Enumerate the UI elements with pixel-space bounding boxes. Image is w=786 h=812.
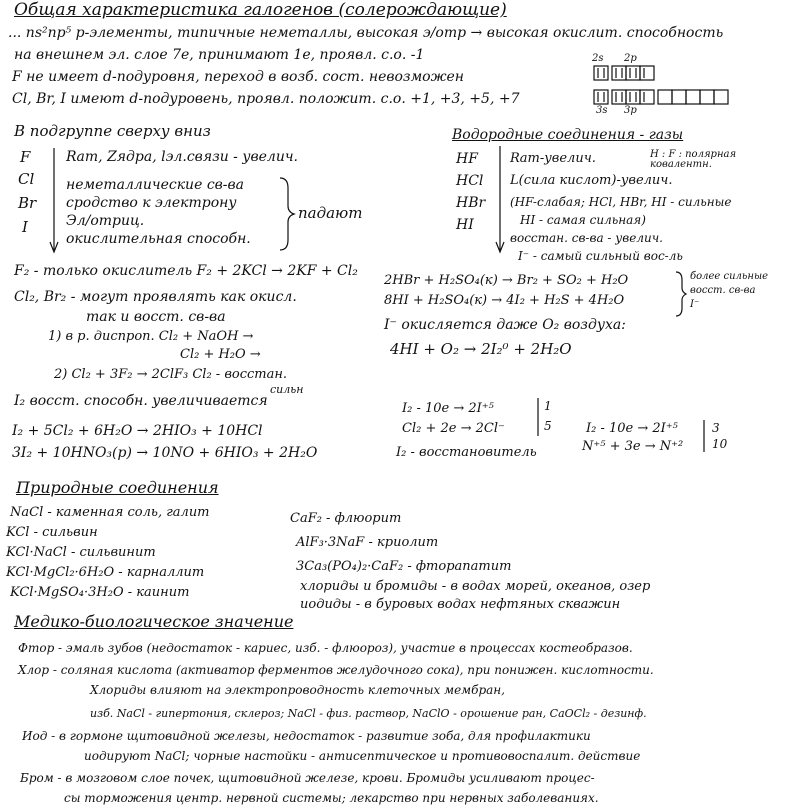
hydrogen-line-4: HI - самая сильная) (520, 213, 646, 227)
natural-right-3: 3Ca₃(PO₄)₂·CaF₂ - фторапатит (296, 559, 512, 574)
natural-left-1: NaCl - каменная соль, галит (10, 505, 210, 520)
balance-right-1: I₂ - 10e → 2I⁺⁵ (586, 421, 678, 436)
hydrogen-line-6: I⁻ - самый сильный вос-ль (518, 249, 683, 263)
hydrogen-formula-hi: HI (456, 217, 474, 233)
subgroup-heading: В подгруппе сверху вниз (14, 122, 211, 140)
medical-line-1: Фтор - эмаль зубов (недостаток - кариес, изб. - флюороз), участие в процессах костеобразов. (18, 641, 633, 655)
orbital-label-3p: 3p (624, 105, 637, 116)
general-line-2: на внешнем эл. слое 7е, принимают 1е, проявл. с.о. -1 (14, 47, 425, 63)
page-title: Общая характеристика галогенов (солерождающие) (14, 0, 507, 20)
reaction-left-8: I₂ восст. способн. увеличивается (14, 393, 268, 409)
medical-line-2: Хлор - соляная кислота (активатор ферментов желудочного сока), при понижен. кислотности. (18, 663, 654, 677)
natural-right-2: AlF₃·3NaF - криолит (296, 535, 439, 550)
natural-heading: Природные соединения (16, 478, 219, 497)
decrease-prop-3: Эл/отриц. (66, 213, 145, 229)
element-br: Br (18, 194, 37, 212)
reaction-left-5: Cl₂ + H₂O → (180, 347, 261, 362)
balance-left-coef-2: 5 (544, 419, 552, 433)
reaction-left-7: сильн (270, 383, 304, 396)
natural-left-4: KCl·MgCl₂·6H₂O - карналлит (6, 565, 205, 580)
element-f: F (20, 148, 31, 166)
balance-right-2: N⁺⁵ + 3e → N⁺² (582, 439, 684, 454)
medical-line-3: Хлориды влияют на электропроводность клеточных мембран, (90, 683, 505, 697)
medical-line-7: Бром - в мозговом слое почек, щитовидной железе, крови. Бромиды усиливают процес- (20, 771, 595, 785)
natural-right-1: CaF₂ - флюорит (290, 511, 402, 526)
hydrogen-formula-hcl: HCl (456, 173, 484, 189)
reaction-right-4: 4HI + O₂ → 2I₂⁰ + 2H₂O (390, 340, 572, 358)
reaction-right-2: 8HI + H₂SO₄(к) → 4I₂ + H₂S + 4H₂O (384, 293, 625, 308)
orbital-label-3s: 3s (596, 105, 608, 116)
reaction-right-note-1: более сильные (690, 271, 769, 282)
orbital-label-2s: 2s (592, 53, 604, 64)
balance-right-coef-2: 10 (712, 437, 728, 451)
general-line-4: Cl, Br, I имеют d-подуровень, проявл. положит. с.о. +1, +3, +5, +7 (12, 91, 520, 107)
reaction-left-4: 1) в р. диспроп. Cl₂ + NaOH → (48, 329, 254, 344)
hydrogen-formula-hf: HF (456, 151, 478, 167)
balance-left-coef-1: 1 (544, 399, 552, 413)
hydrogen-line-5: восстан. св-ва - увелич. (510, 231, 663, 245)
hydrogen-hf-note: H : F : полярная ковалентн. (650, 149, 737, 170)
hydrogen-formula-hbr: HBr (456, 195, 486, 211)
reaction-right-3: I⁻ окисляется даже O₂ воздуха: (384, 317, 626, 333)
balance-left-3: I₂ - восстановитель (396, 445, 537, 460)
element-i: I (22, 218, 28, 236)
balance-right-coef-1: 3 (712, 421, 720, 435)
reaction-left-10: 3I₂ + 10HNO₃(р) → 10NO + 6HIO₃ + 2H₂O (12, 445, 318, 461)
general-line-3: F не имеет d-подуровня, переход в возб. сост. невозможен (12, 69, 465, 85)
reaction-right-note-3: I⁻ (690, 299, 700, 310)
hydrogen-line-1: Rат-увелич. (510, 151, 596, 166)
balance-left-2: Cl₂ + 2e → 2Cl⁻ (402, 421, 505, 436)
medical-line-6: иодируют NaCl; чорные настойки - антисептическое и противовоспалит. действие (84, 749, 641, 763)
hydrogen-line-2: L(сила кислот)-увелич. (510, 173, 673, 188)
reaction-right-1: 2HBr + H₂SO₄(к) → Br₂ + SO₂ + H₂O (384, 273, 629, 288)
reaction-right-note-2: восст. св-ва (690, 285, 756, 296)
balance-left-1: I₂ - 10e → 2I⁺⁵ (402, 401, 494, 416)
hydrogen-heading: Водородные соединения - газы (452, 127, 684, 143)
decrease-prop-4: окислительная способн. (66, 231, 251, 247)
natural-left-3: KCl·NaCl - сильвинит (6, 545, 156, 560)
decrease-prop-2: сродство к электрону (66, 195, 237, 211)
reaction-left-6: 2) Cl₂ + 3F₂ → 2ClF₃ Cl₂ - восстан. (54, 367, 288, 382)
decrease-prop-1: неметаллические св-ва (66, 177, 245, 193)
decrease-label: падают (298, 204, 363, 222)
orbital-label-2p: 2p (624, 53, 637, 64)
general-line-1: ... ns²np⁵ p-элементы, типичные неметаллы, высокая э/отр → высокая окислит. способность (8, 25, 724, 41)
hydrogen-line-3: (HF-слабая; HCl, HBr, HI - сильные (510, 195, 732, 209)
natural-left-5: KCl·MgSO₄·3H₂O - каинит (10, 585, 190, 600)
natural-left-2: KCl - сильвин (6, 525, 98, 540)
element-cl: Cl (18, 170, 35, 188)
medical-heading: Медико-биологическое значение (14, 612, 294, 631)
radii-line: Rат, Zядра, lэл.связи - увелич. (66, 149, 299, 165)
natural-right-4: хлориды и бромиды - в водах морей, океанов, озер (300, 579, 651, 594)
reaction-left-2: Cl₂, Br₂ - могут проявлять как окисл. (14, 289, 297, 305)
medical-line-8: сы торможения центр. нервной системы; лекарство при нервных заболеваниях. (64, 791, 599, 805)
natural-right-5: иодиды - в буровых водах нефтяных скважин (300, 597, 621, 612)
medical-line-5: Иод - в гормоне щитовидной железы, недостаток - развитие зоба, для профилактики (22, 729, 591, 743)
reaction-left-1: F₂ - только окислитель F₂ + 2KCl → 2KF + Cl₂ (14, 263, 358, 279)
reaction-left-3: так и восст. св-ва (86, 309, 226, 325)
medical-line-4: изб. NaCl - гипертония, склероз; NaCl - физ. раствор, NaClO - орошение ран, CaOCl₂ - дезинф. (90, 707, 647, 720)
reaction-left-9: I₂ + 5Cl₂ + 6H₂O → 2HIO₃ + 10HCl (12, 423, 263, 439)
